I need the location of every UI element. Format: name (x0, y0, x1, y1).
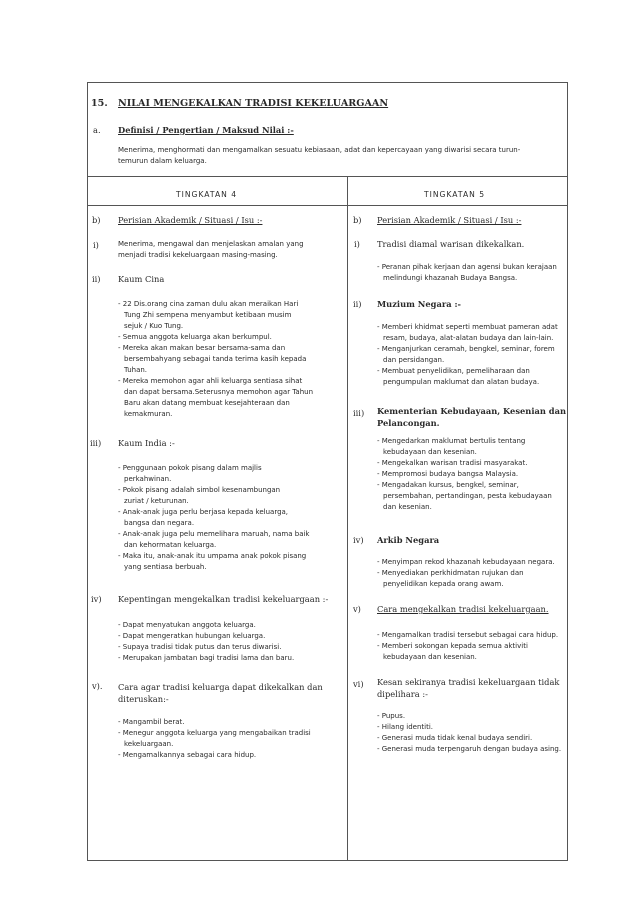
text-line: - Membuat penyelidikan, pemeliharaan dan (377, 367, 530, 375)
right-vi-text (377, 711, 561, 755)
definition-line-2: temurun dalam keluarga. (118, 157, 207, 165)
text-line: - Generasi muda terpengaruh dengan budaya asing. (377, 745, 562, 753)
title-line: Kementerian Kebudayaan, Kesenian dan (377, 406, 566, 416)
text-line: - Mengamalkannya sebagai cara hidup. (118, 751, 257, 759)
left-ii-text (118, 299, 313, 420)
text-line: - Menyimpan rekod khazanah kebudayaan negara. (377, 558, 555, 566)
left-b-label: b) (92, 215, 101, 225)
text-line: - Supaya tradisi tidak putus dan terus diwarisi. (118, 643, 282, 651)
text-line: zuriat / keturunan. (124, 497, 189, 505)
text-line: - Dapat mengeratkan hubungan keluarga. (118, 632, 266, 640)
left-v-label: v). (92, 681, 103, 691)
text-line: - Mereka akan makan besar bersama-sama dan (118, 344, 286, 352)
text-line: - Maka itu, anak-anak itu umpama anak pokok pisang (118, 552, 307, 560)
text-line: perkahwinan. (124, 475, 172, 483)
right-ii-label: ii) (353, 299, 362, 309)
text-line: - Dapat menyatukan anggota keluarga. (118, 621, 256, 629)
text-line: resam, budaya, alat-alatan budaya dan lain-lain. (383, 334, 554, 342)
section-title: NILAI MENGEKALKAN TRADISI KEKELUARGAAN (118, 98, 389, 109)
text-line: - Menyediakan perkhidmatan rujukan dan (377, 569, 524, 577)
text-line: - Generasi muda tidak kenal budaya sendiri. (377, 734, 533, 742)
definition-title: Definisi / Pengertian / Maksud Nilai :- (118, 125, 294, 135)
column-header-divider (87, 205, 568, 206)
text-line: menjadi tradisi kekeluargaan masing-masing. (118, 251, 278, 259)
right-iii-title (377, 405, 566, 429)
right-b-label: b) (353, 215, 362, 225)
left-iv-text (118, 620, 294, 664)
text-line: - Hilang identiti. (377, 723, 434, 731)
text-line: kebudayaan dan kesenian. (383, 653, 477, 661)
left-i-text (118, 239, 304, 261)
text-line: persembahan, pertandingan, pesta kebudayaan (383, 492, 552, 500)
left-ii-label: ii) (92, 274, 101, 284)
column-header-tingkatan-4: TINGKATAN 4 (176, 190, 238, 199)
text-line: Baru akan datang membuat kesejahteraan dan (124, 399, 290, 407)
right-iv-label: iv) (353, 535, 364, 545)
text-line: - Memberi khidmat seperti membuat pameran adat (377, 323, 558, 331)
text-line: - Mangambil berat. (118, 718, 185, 726)
title-line: Pelancongan. (377, 418, 440, 428)
left-i-label: i) (93, 240, 99, 250)
text-line: yang sentiasa berbuah. (124, 563, 207, 571)
text-line: dan dapat bersama.Seterusnya memohon agar Tahun (124, 388, 314, 396)
right-b-title: Perisian Akademik / Situasi / Isu :- (377, 215, 522, 225)
text-line: - Mereka memohon agar ahli keluarga sentiasa sihat (118, 377, 303, 385)
text-line: - Menganjurkan ceramah, bengkel, seminar, forem (377, 345, 555, 353)
text-line: kemakmuran. (124, 410, 173, 418)
text-line: - Memberi sokongan kepada semua aktiviti (377, 642, 528, 650)
text-line: - 22 Dis.orang cina zaman dulu akan meraikan Hari (118, 300, 299, 308)
text-line: - Pupus. (377, 712, 406, 720)
right-iii-label: iii) (353, 408, 365, 418)
section-number: 15. (91, 98, 108, 109)
left-iii-text (118, 463, 310, 573)
text-line: - Mengamalkan tradisi tersebut sebagai cara hidup. (377, 631, 559, 639)
text-line: sejuk / Kuo Tung. (124, 322, 184, 330)
text-line: - Mengekalkan warisan tradisi masyarakat. (377, 459, 528, 467)
title-line: dipelihara :- (377, 689, 428, 699)
right-i-title: Tradisi diamal warisan dikekalkan. (377, 239, 525, 249)
left-ii-title: Kaum Cina (118, 274, 165, 284)
text-line: bangsa dan negara. (124, 519, 195, 527)
definition-label: a. (93, 125, 101, 135)
right-iv-title: Arkib Negara (377, 535, 440, 545)
right-i-text (377, 262, 557, 284)
text-line: Tuhan. (124, 366, 148, 374)
text-line: Menerima, mengawal dan menjelaskan amalan yang (118, 240, 304, 248)
text-line: - Pokok pisang adalah simbol kesenambungan (118, 486, 281, 494)
text-line: - Semua anggota keluarga akan berkumpul. (118, 333, 272, 341)
column-header-tingkatan-5: TINGKATAN 5 (424, 190, 486, 199)
right-iv-text (377, 557, 555, 590)
column-divider (347, 176, 348, 860)
text-line: - Menegur anggota keluarga yang mengabaikan tradisi (118, 729, 311, 737)
text-line: bersembahyang sebagai tanda terima kasih kepada (124, 355, 307, 363)
definition-line-1: Menerima, menghormati dan mengamalkan sesuatu kebiasaan, adat dan kepercayaan yang diwarisi secara turun- (118, 146, 521, 154)
text-line: Tung Zhi sempena menyambut ketibaan musim (124, 311, 292, 319)
text-line: dan persidangan. (383, 356, 445, 364)
right-v-text (377, 630, 558, 663)
text-line: - Peranan pihak kerjaan dan agensi bukan kerajaan (377, 263, 557, 271)
right-ii-text (377, 322, 558, 388)
right-ii-title: Muzium Negara :- (377, 299, 461, 309)
left-v-text (118, 717, 311, 761)
left-iv-title: Kepentingan mengekalkan tradisi kekeluargaan :- (118, 594, 329, 604)
left-iii-title: Kaum India :- (118, 438, 175, 448)
text-line: dan kesenian. (383, 503, 432, 511)
text-line: - Merupakan jambatan bagi tradisi lama dan baru. (118, 654, 295, 662)
title-line: Kesan sekiranya tradisi kekeluargaan tidak (377, 677, 560, 687)
right-v-label: v) (353, 604, 361, 614)
title-line: Cara agar tradisi keluarga dapat dikekalkan dan (118, 682, 323, 692)
text-line: - Mengadakan kursus, bengkel, seminar, (377, 481, 519, 489)
text-line: penyelidikan kepada orang awam. (383, 580, 504, 588)
text-line: dan kehormatan keluarga. (124, 541, 217, 549)
right-vi-title (377, 676, 559, 700)
text-line: - Anak-anak juga perlu berjasa kepada keluarga, (118, 508, 289, 516)
text-line: - Penggunaan pokok pisang dalam majlis (118, 464, 262, 472)
text-line: kekeluargaan. (124, 740, 174, 748)
text-line: - Mengedarkan maklumat bertulis tentang (377, 437, 526, 445)
right-i-label: i) (354, 239, 360, 249)
text-line: pengumpulan maklumat dan alatan budaya. (383, 378, 540, 386)
header-divider (87, 176, 568, 177)
text-line: - Anak-anak juga pelu memelihara maruah, nama baik (118, 530, 310, 538)
right-iii-text (377, 436, 552, 513)
text-line: - Mempromosi budaya bangsa Malaysia. (377, 470, 519, 478)
left-iii-label: iii) (90, 438, 102, 448)
right-vi-label: vi) (353, 679, 364, 689)
left-v-title (118, 681, 323, 705)
right-v-title: Cara mengekalkan tradisi kekeluargaan. (377, 604, 549, 614)
left-b-title: Perisian Akademik / Situasi / Isu :- (118, 215, 263, 225)
left-iv-label: iv) (91, 594, 102, 604)
text-line: kebudayaan dan kesenian. (383, 448, 477, 456)
text-line: melindungi khazanah Budaya Bangsa. (383, 274, 518, 282)
title-line: diteruskan:- (118, 694, 169, 704)
